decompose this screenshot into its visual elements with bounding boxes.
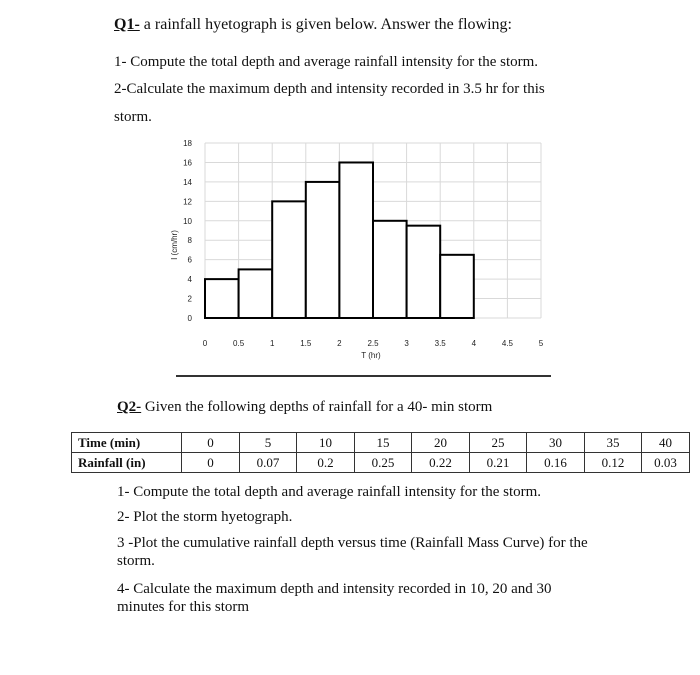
time-cell: 40: [642, 433, 690, 453]
section-divider: [176, 375, 551, 377]
x-tick-label: 1.5: [300, 339, 312, 348]
x-tick-label: 4.5: [501, 339, 513, 348]
y-tick-label: 14: [183, 177, 192, 187]
q2-item-1: 1- Compute the total depth and average rainfall intensity for the storm.: [117, 484, 542, 500]
y-tick-label: 8: [187, 236, 192, 246]
y-tick-label: 0: [187, 314, 192, 323]
hyetograph-bar: [205, 279, 239, 318]
time-cell: 25: [470, 433, 527, 453]
time-header: Time (min): [72, 433, 182, 453]
q2-item-2: 2- Plot the storm hyetograph.: [117, 509, 293, 525]
time-cell: 10: [297, 433, 355, 453]
time-cell: 5: [240, 433, 297, 453]
rainfall-cell: 0: [182, 453, 240, 473]
x-tick-label: 1: [269, 339, 275, 348]
hyetograph-bar: [440, 255, 474, 318]
x-tick-label: 4: [471, 339, 477, 348]
y-tick-label: 16: [183, 158, 192, 168]
q1-item-1: 1- Compute the total depth and average rainfall intensity for the storm.: [114, 54, 539, 70]
x-tick-label: 2.5: [367, 339, 379, 348]
x-tick-label: 3: [404, 339, 409, 348]
rainfall-cell: 0.21: [470, 453, 527, 473]
q2-heading: [117, 398, 492, 416]
rainfall-cell: 0.12: [585, 453, 642, 473]
table-row-time: [72, 433, 690, 453]
x-tick-label: 0: [202, 339, 208, 348]
y-tick-label: 4: [187, 275, 192, 285]
q1-number: Q1-: [114, 16, 140, 33]
rainfall-cell: 0.22: [412, 453, 470, 473]
rainfall-cell: 0.03: [642, 453, 690, 473]
table-row-rainfall: [72, 453, 690, 473]
q1-heading-text: a rainfall hyetograph is given below. Answer the flowing:: [139, 16, 512, 33]
time-cell: 35: [585, 433, 642, 453]
q2-item-4: 4- Calculate the maximum depth and intensity recorded in 10, 20 and 30 minutes for this storm: [117, 581, 552, 615]
time-cell: 20: [412, 433, 470, 453]
y-axis-label: I (cm/hr): [170, 230, 179, 260]
q2-number: Q2-: [117, 399, 142, 415]
rainfall-cell: 0.07: [240, 453, 297, 473]
x-tick-label: 5: [538, 339, 544, 348]
time-cell: 30: [527, 433, 585, 453]
x-tick-label: 0.5: [233, 339, 245, 348]
hyetograph-bar: [272, 201, 306, 318]
rainfall-cell: 0.25: [355, 453, 412, 473]
hyetograph-bar: [339, 162, 373, 318]
q1-item-2-continued: storm.: [114, 109, 152, 125]
rainfall-header: Rainfall (in): [72, 453, 182, 473]
hyetograph-bar: [306, 182, 340, 318]
q2-heading-text: Given the following depths of rainfall for a 40- min storm: [141, 399, 493, 415]
y-tick-label: 10: [183, 216, 192, 226]
time-cell: 15: [355, 433, 412, 453]
rainfall-cell: 0.16: [527, 453, 585, 473]
y-tick-label: 2: [187, 294, 192, 304]
hyetograph-bar: [407, 226, 441, 318]
y-tick-label: 12: [183, 197, 192, 207]
time-cell: 0: [182, 433, 240, 453]
hyetograph-bar: [239, 269, 273, 318]
x-tick-label: 2: [337, 339, 342, 348]
hyetograph-bar: [373, 221, 407, 318]
y-tick-label: 6: [187, 255, 192, 265]
q2-item-3: 3 -Plot the cumulative rainfall depth versus time (Rainfall Mass Curve) for the storm.: [117, 535, 588, 569]
rainfall-depth-table: [71, 432, 690, 473]
q1-item-2: 2-Calculate the maximum depth and intensity recorded in 3.5 hr for this: [114, 81, 545, 97]
rainfall-cell: 0.2: [297, 453, 355, 473]
x-tick-label: 3.5: [434, 339, 446, 348]
x-axis-label: T (hr): [361, 351, 381, 360]
y-tick-label: 18: [183, 139, 192, 149]
